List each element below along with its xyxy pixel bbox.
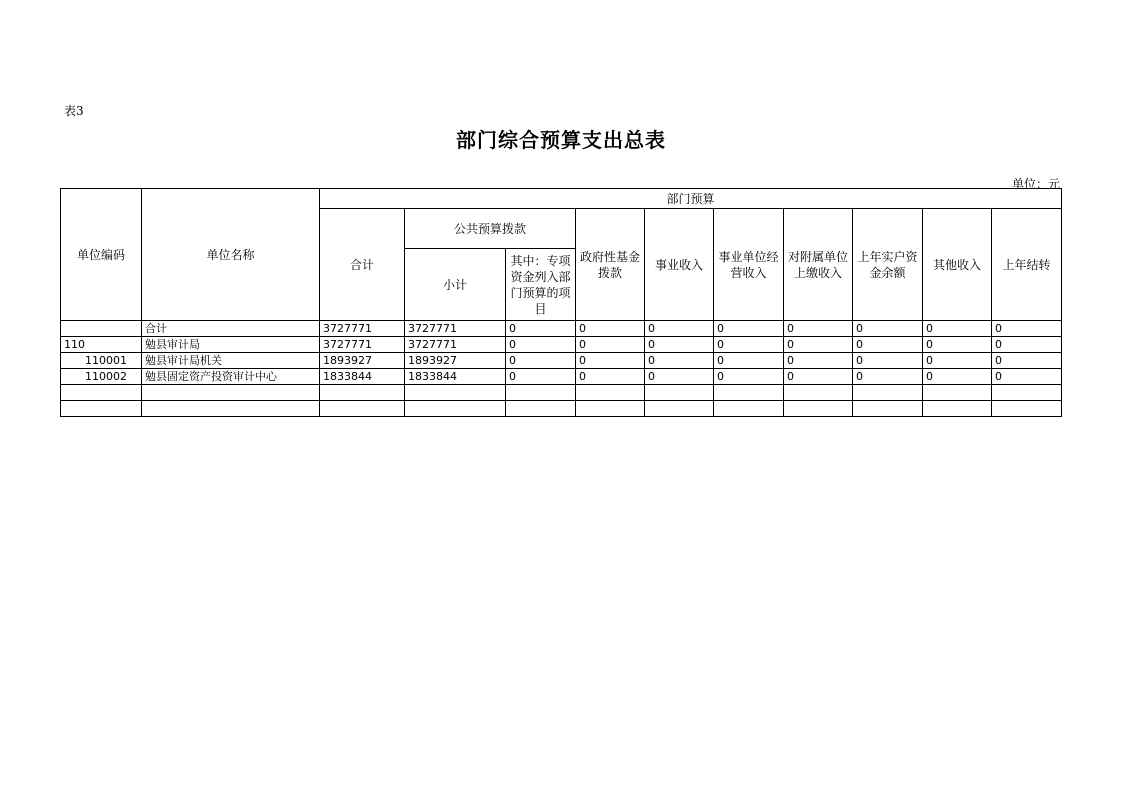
cell-value: 0 <box>853 321 923 337</box>
cell-value: 0 <box>506 353 576 369</box>
cell-value: 0 <box>645 369 714 385</box>
cell-value: 0 <box>576 353 645 369</box>
table-row <box>61 385 1062 401</box>
header-public-budget: 公共预算拨款 <box>405 209 576 249</box>
unit-label: 单位：元 <box>1011 177 1060 191</box>
cell-value <box>576 401 645 417</box>
header-gov-fund: 政府性基金拨款 <box>576 209 645 321</box>
cell-code: 110002 <box>61 369 142 385</box>
cell-value: 0 <box>853 337 923 353</box>
cell-value <box>784 401 853 417</box>
cell-value: 0 <box>784 353 853 369</box>
cell-value <box>992 401 1062 417</box>
cell-value: 0 <box>992 353 1062 369</box>
cell-value <box>405 401 506 417</box>
cell-value: 0 <box>853 353 923 369</box>
cell-value: 0 <box>645 353 714 369</box>
cell-name: 合计 <box>142 321 320 337</box>
cell-value <box>506 385 576 401</box>
cell-value <box>923 385 992 401</box>
cell-value: 0 <box>992 321 1062 337</box>
cell-value: 0 <box>714 369 784 385</box>
header-affiliated-income: 对附属单位上缴收入 <box>784 209 853 321</box>
cell-value: 0 <box>923 353 992 369</box>
header-name: 单位名称 <box>142 189 320 321</box>
cell-value: 0 <box>714 321 784 337</box>
cell-name: 勉县审计局机关 <box>142 353 320 369</box>
cell-value: 0 <box>923 321 992 337</box>
header-special-fund: 其中：专项资金列入部门预算的项目 <box>506 249 576 321</box>
header-total: 合计 <box>320 209 405 321</box>
header-code: 单位编码 <box>61 189 142 321</box>
header-operating-income: 事业单位经营收入 <box>714 209 784 321</box>
table-row <box>61 321 1062 337</box>
cell-value: 1893927 <box>405 353 506 369</box>
cell-value: 0 <box>645 337 714 353</box>
cell-value <box>992 385 1062 401</box>
header-subtotal: 小计 <box>405 249 506 321</box>
cell-name: 勉县审计局 <box>142 337 320 353</box>
cell-value: 0 <box>506 337 576 353</box>
cell-value: 0 <box>576 321 645 337</box>
cell-value: 0 <box>992 369 1062 385</box>
cell-name: 勉县固定资产投资审计中心 <box>142 369 320 385</box>
page-title: 部门综合预算支出总表 <box>456 128 666 152</box>
cell-value: 3727771 <box>320 321 405 337</box>
cell-value: 1893927 <box>320 353 405 369</box>
cell-value <box>506 401 576 417</box>
cell-value <box>405 385 506 401</box>
cell-value: 0 <box>784 337 853 353</box>
cell-value: 3727771 <box>405 337 506 353</box>
cell-value <box>645 401 714 417</box>
cell-value: 3727771 <box>320 337 405 353</box>
cell-value: 0 <box>923 369 992 385</box>
header-other-income: 其他收入 <box>923 209 992 321</box>
header-prev-balance: 上年实户资金余额 <box>853 209 923 321</box>
cell-value: 0 <box>714 353 784 369</box>
cell-value <box>714 401 784 417</box>
cell-value: 0 <box>923 337 992 353</box>
cell-value <box>853 385 923 401</box>
cell-value: 0 <box>506 321 576 337</box>
budget-table <box>60 188 1062 417</box>
cell-code: 110001 <box>61 353 142 369</box>
cell-value: 0 <box>576 369 645 385</box>
table-row <box>61 353 1062 369</box>
cell-value <box>645 385 714 401</box>
cell-value: 0 <box>506 369 576 385</box>
cell-value <box>576 385 645 401</box>
cell-value <box>714 385 784 401</box>
cell-code <box>61 385 142 401</box>
cell-value: 0 <box>784 369 853 385</box>
table-number: 表3 <box>64 104 84 118</box>
table-row <box>61 337 1062 353</box>
cell-code <box>61 321 142 337</box>
table-row <box>61 401 1062 417</box>
cell-value <box>320 401 405 417</box>
header-dept-budget: 部门预算 <box>320 189 1062 209</box>
cell-value: 0 <box>853 369 923 385</box>
cell-value <box>784 385 853 401</box>
cell-name <box>142 385 320 401</box>
cell-value <box>853 401 923 417</box>
cell-code <box>61 401 142 417</box>
table-row <box>61 369 1062 385</box>
cell-value <box>923 401 992 417</box>
cell-value: 0 <box>576 337 645 353</box>
cell-value: 0 <box>714 337 784 353</box>
cell-value: 0 <box>992 337 1062 353</box>
cell-name <box>142 401 320 417</box>
cell-value: 3727771 <box>405 321 506 337</box>
cell-value: 1833844 <box>405 369 506 385</box>
cell-value: 0 <box>784 321 853 337</box>
cell-value: 0 <box>645 321 714 337</box>
header-carryover: 上年结转 <box>992 209 1062 321</box>
cell-value: 1833844 <box>320 369 405 385</box>
header-business-income: 事业收入 <box>645 209 714 321</box>
cell-value <box>320 385 405 401</box>
cell-code: 110 <box>61 337 142 353</box>
